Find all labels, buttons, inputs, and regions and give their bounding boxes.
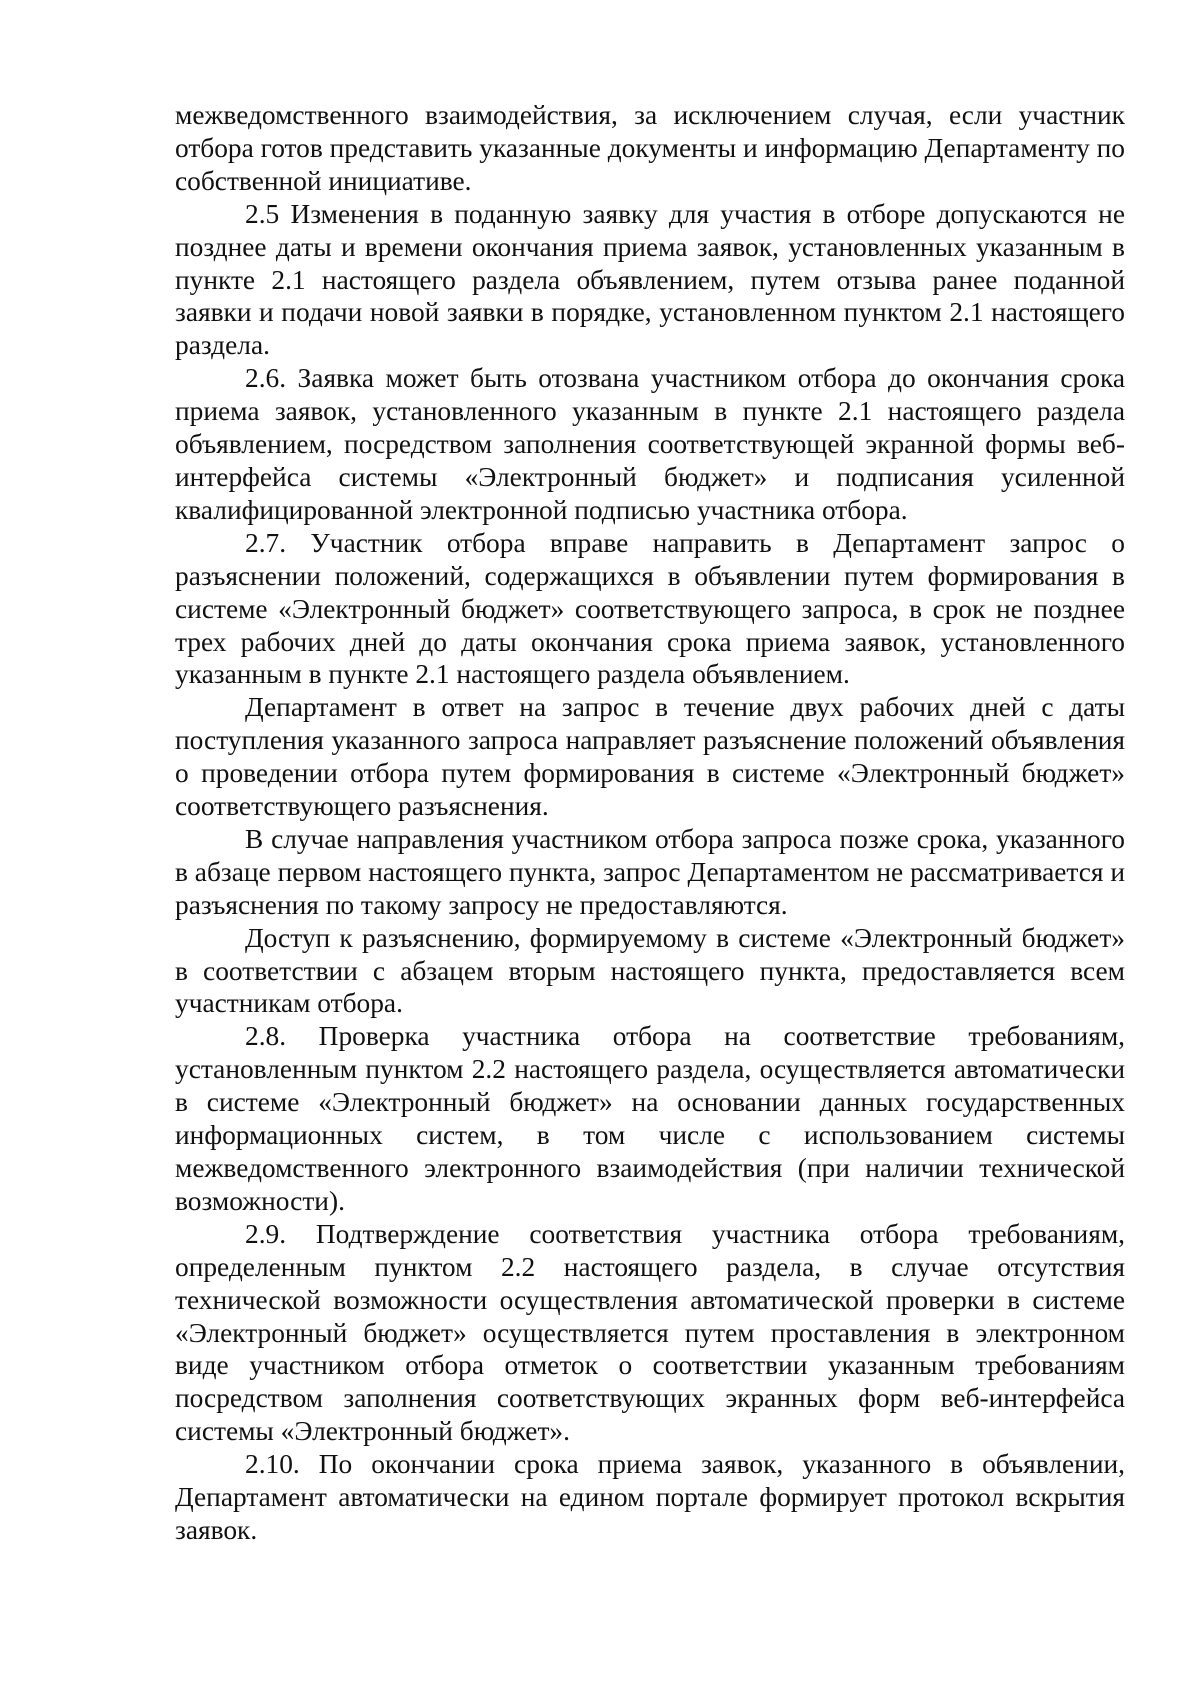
paragraph-2-7-answer: Департамент в ответ на запрос в течение двух рабочих дней с даты поступления указанного запроса направляет разъяснение положений объявления о проведении отбора путем формирования в системе «Электронный бюджет» соответствующего разъяснения. [175, 692, 1125, 822]
paragraph-2-5: 2.5 Изменения в поданную заявку для участия в отборе допускаются не позднее даты и времени окончания приема заявок, установленных указанным в пункте 2.1 настоящего раздела объявлением, путем отзыва ранее поданной заявки и подачи новой заявки в порядке, установленном пунктом 2.1 настоящего раздела. [175, 198, 1125, 361]
paragraph-2-7: 2.7. Участник отбора вправе направить в Департамент запрос о разъяснении положений, содержащихся в объявлении путем формирования в системе «Электронный бюджет» соответствующего запроса, в срок не позднее трех рабочих дней до даты окончания срока приема заявок, установленного указанным в пункте 2.1 настоящего раздела объявлением. [175, 527, 1125, 690]
paragraph-2-8: 2.8. Проверка участника отбора на соответствие требованиям, установленным пунктом 2.2 настоящего раздела, осуществляется автоматически в системе «Электронный бюджет» на основании данных государственных информационных систем, в том числе с использованием системы межведомственного электронного взаимодействия (при наличии технической возможности). [175, 1021, 1125, 1216]
paragraph-2-7-late-request: В случае направления участником отбора запроса позже срока, указанного в абзаце первом настоящего пункта, запрос Департаментом не рассматривается и разъяснения по такому запросу не предоставляются. [175, 823, 1125, 920]
paragraph-2-10: 2.10. По окончании срока приема заявок, указанного в объявлении, Департамент автоматически на едином портале формирует протокол вскрытия заявок. [175, 1449, 1125, 1545]
document-page [175, 99, 1125, 1547]
paragraph-2-6: 2.6. Заявка может быть отозвана участником отбора до окончания срока приема заявок, установленного указанным в пункте 2.1 настоящего раздела объявлением, посредством заполнения соответствующей экранной формы веб-интерфейса системы «Электронный бюджет» и подписания усиленной квалифицированной электронной подписью участника отбора. [175, 363, 1125, 525]
paragraph-2-9: 2.9. Подтверждение соответствия участника отбора требованиям, определенным пунктом 2.2 настоящего раздела, в случае отсутствия технической возможности осуществления автоматической проверки в системе «Электронный бюджет» осуществляется путем проставления в электронном виде участником отбора отметок о соответствии указанным требованиям посредством заполнения соответствующих экранных форм веб-интерфейса системы «Электронный бюджет». [175, 1218, 1125, 1447]
paragraph-2-7-access: Доступ к разъяснению, формируемому в системе «Электронный бюджет» в соответствии с абзацем вторым настоящего пункта, предоставляется всем участникам отбора. [175, 922, 1125, 1019]
paragraph-continuation: межведомственного взаимодействия, за исключением случая, если участник отбора готов представить указанные документы и информацию Департаменту по собственной инициативе. [175, 100, 1125, 196]
